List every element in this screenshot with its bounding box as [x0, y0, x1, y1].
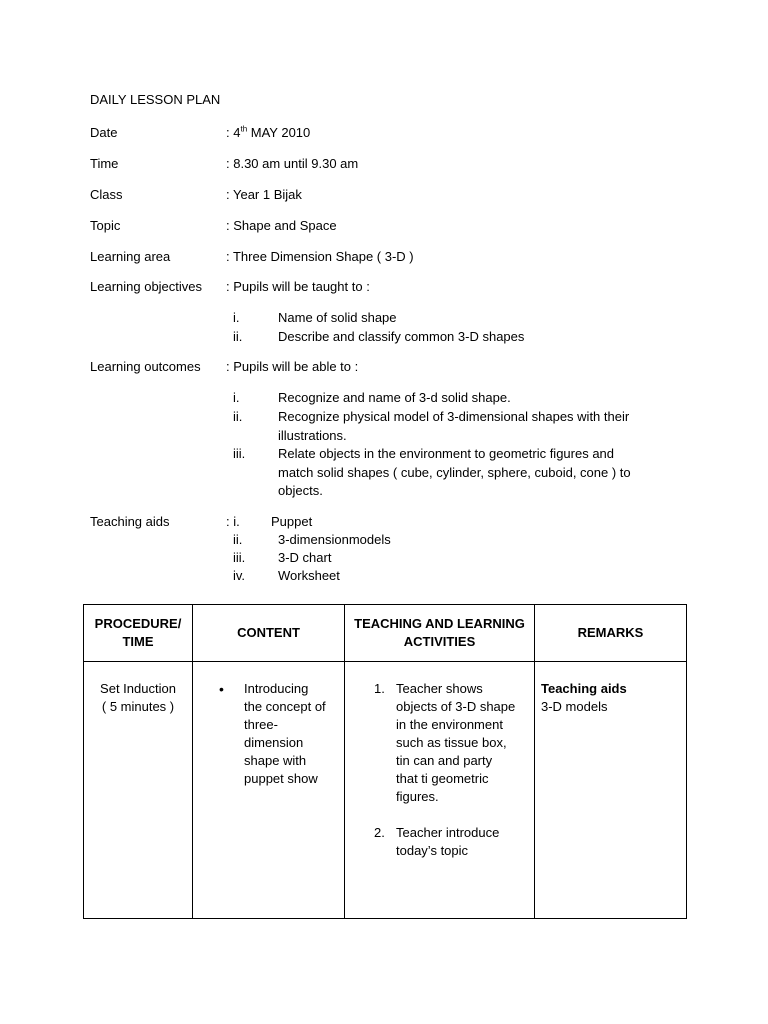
outcome-line: Relate objects in the environment to geometric figures and [278, 446, 615, 461]
table-row [84, 662, 687, 919]
date-label: Date [90, 125, 118, 140]
header-content: CONTENT [193, 605, 345, 662]
aid-num: iii. [233, 550, 246, 565]
remarks-text: 3-D models [541, 699, 608, 714]
outcome-num: ii. [233, 409, 243, 424]
cell-activities [345, 662, 535, 919]
header-activities: TEACHING AND LEARNING ACTIVITIES [345, 605, 535, 662]
outcome-num: iii. [233, 446, 246, 461]
topic-value: : Shape and Space [226, 218, 337, 233]
outcomes-value: : Pupils will be able to : [226, 359, 359, 374]
aids-label: Teaching aids [90, 514, 170, 529]
aid-item: 3-D chart [278, 550, 332, 565]
time-value: : 8.30 am until 9.30 am [226, 156, 359, 171]
objective-item: Name of solid shape [278, 310, 397, 325]
time-label: Time [90, 156, 119, 171]
outcome-line: Recognize physical model of 3-dimensional shapes with their [278, 409, 630, 424]
objective-num: ii. [233, 329, 243, 344]
objective-num: i. [233, 310, 240, 325]
header-remarks: REMARKS [535, 605, 687, 662]
date-value: : 4th MAY 2010 [226, 124, 311, 140]
outcome-num: i. [233, 390, 240, 405]
learning-area-value: : Three Dimension Shape ( 3-D ) [226, 249, 414, 264]
aid-item: Worksheet [278, 568, 340, 583]
cell-content [193, 662, 345, 919]
document-title: DAILY LESSON PLAN [90, 92, 221, 107]
cell-remarks [535, 662, 687, 919]
activity-item: 1. Teacher shows objects of 3-D shape in the environment such as tissue box, tin can and party that ti geometric figures. [374, 681, 516, 804]
activity-item: 2. Teacher introduce today’s topic [374, 825, 500, 858]
content-bullet: • Introducing the concept of three- dimension shape with puppet show [244, 680, 338, 788]
header-procedure: PROCEDURE/ TIME [84, 605, 193, 662]
aid-num: ii. [233, 532, 243, 547]
cell-procedure: Set Induction ( 5 minutes ) [84, 662, 193, 919]
objectives-value: : Pupils will be taught to : [226, 279, 370, 294]
outcome-line: illustrations. [278, 428, 347, 443]
outcome-line: objects. [278, 483, 323, 498]
aid-item: 3-dimensionmodels [278, 532, 391, 547]
topic-label: Topic [90, 218, 121, 233]
outcome-line: Recognize and name of 3-d solid shape. [278, 390, 511, 405]
class-value: : Year 1 Bijak [226, 187, 302, 202]
procedure-table [83, 604, 687, 919]
aid-num: : i. [226, 514, 240, 529]
class-label: Class [90, 187, 123, 202]
remarks-heading: Teaching aids [541, 681, 627, 696]
table-header-row [84, 605, 687, 662]
objective-item: Describe and classify common 3-D shapes [278, 329, 525, 344]
outcome-line: match solid shapes ( cube, cylinder, sphere, cuboid, cone ) to [278, 465, 631, 480]
aid-item: Puppet [271, 514, 313, 529]
learning-area-label: Learning area [90, 249, 171, 264]
aid-num: iv. [233, 568, 246, 583]
outcomes-label: Learning outcomes [90, 359, 201, 374]
objectives-label: Learning objectives [90, 279, 203, 294]
